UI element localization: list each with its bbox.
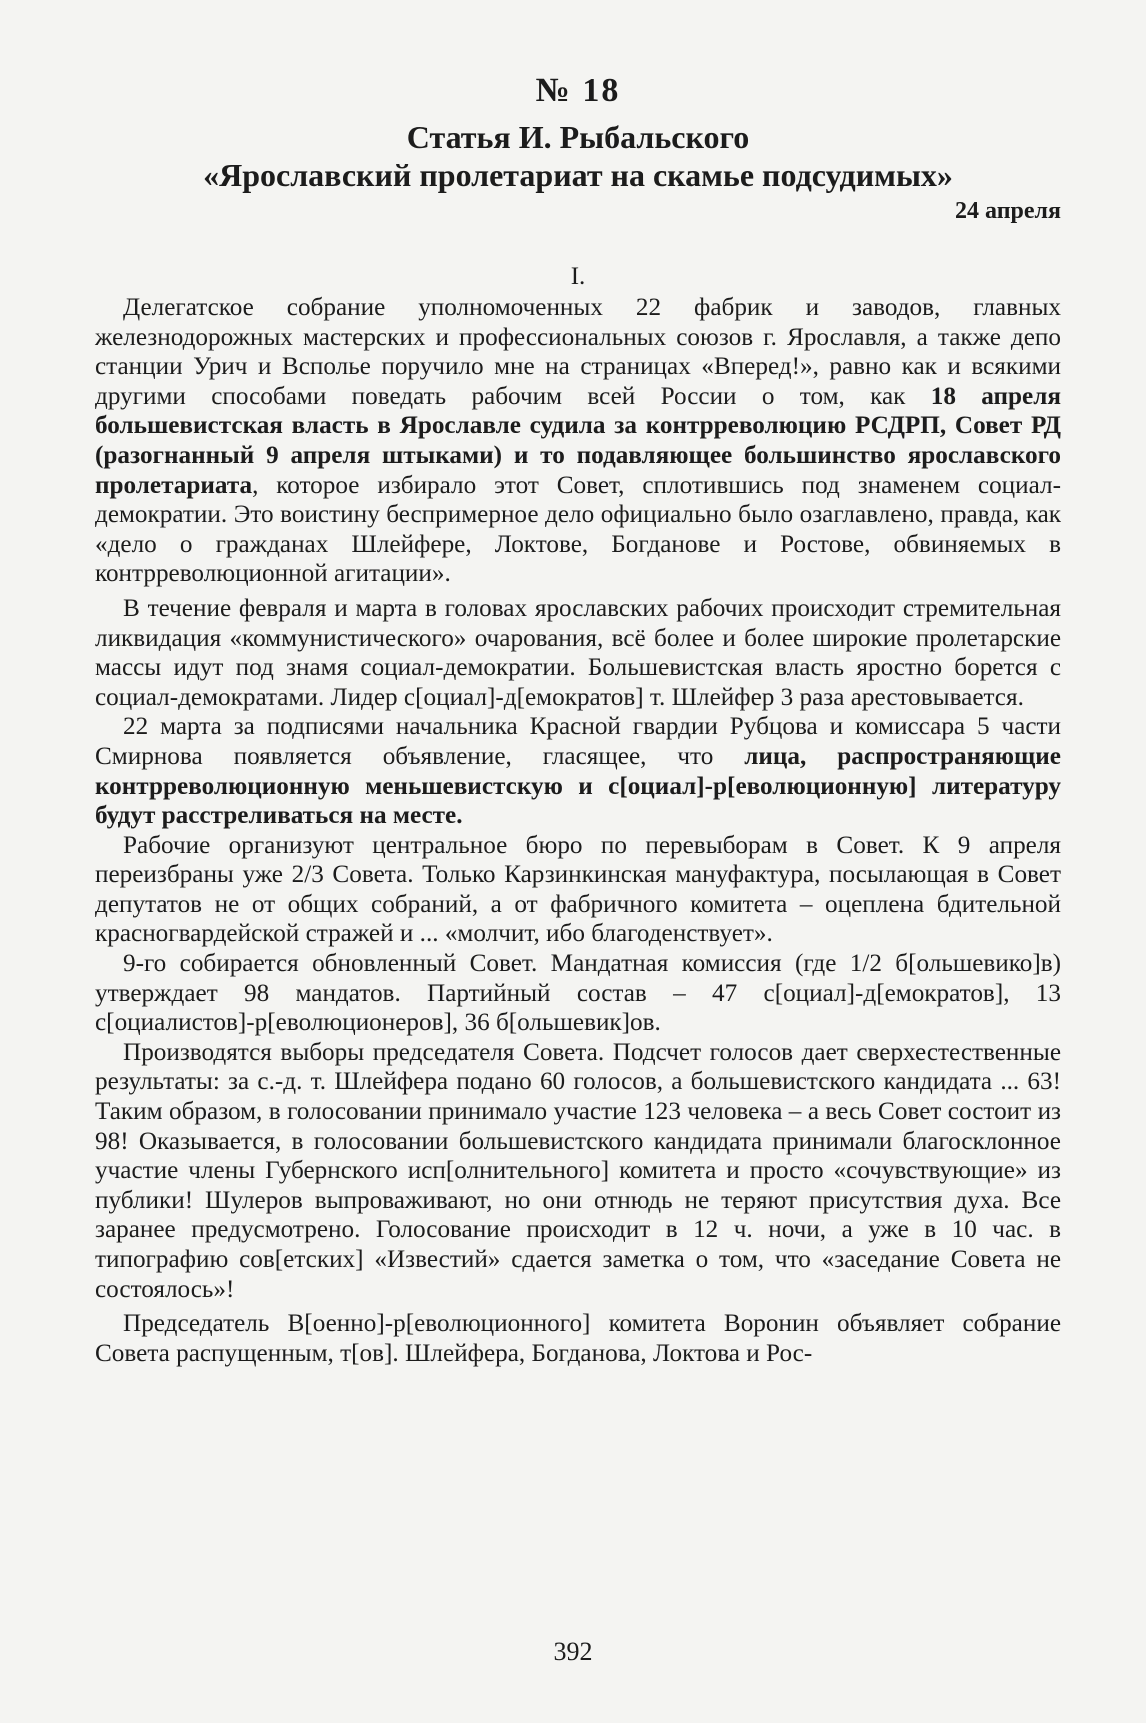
paragraph-2: В течение февраля и марта в головах ярославских рабочих происходит стремительная ликвидация «коммунистического» очарования, всё более и более широкие пролетарские массы идут под знамя социал-демократии. Большевистская власть яростно борется с социал-демократами. Лидер с[оциал]-д[емократов] т. Шлейфер 3 раза арестовывается. (95, 594, 1061, 711)
paragraph-4: Рабочие организуют центральное бюро по перевыборам в Совет. К 9 апреля переизбраны уже 2/3 Совета. Только Карзинкинская мануфактура, посылающая в Совет депутатов не от общих собраний, а от фабричного комитета – оцеплена бдительной красногвардейской стражей и ... «молчит, ибо благоденствует». (95, 831, 1061, 948)
document-number: № 18 (535, 72, 621, 109)
document-title-line1: Статья И. Рыбальского (406, 119, 750, 155)
paragraph-1 (95, 293, 1061, 589)
paragraph-7: Председатель В[оенно]-р[еволюционного] комитета Воронин объявляет собрание Совета распущенным, т[ов]. Шлейфера, Богданова, Локтова и Рос- (95, 1310, 1061, 1367)
paragraph-3-bold: лица, распространяющие контрреволюционную меньшевистскую и с[оциал]-р[еволюционную] литературу будут расстреливаться на месте. (95, 742, 1061, 830)
paragraph-3 (95, 712, 1061, 830)
paragraph-6: Производятся выборы председателя Совета. Подсчет голосов дает сверхестественные результаты: за с.-д. т. Шлейфера подано 60 голосов, а большевистского кандидата ... 63! Таким образом, в голосовании принимало участие 123 человека – а весь Совет состоит из 98! Оказывается, в голосовании большевистского кандидата принимали благосклонное участие члены Губернского исп[олнительного] комитета и просто «сочувствующие» из публики! Шулеров выпроваживают, но они отнюдь не теряют присутствия духа. Все заранее предусмотрено. Голосование происходит в 12 ч. ночи, а уже в 10 час. в типографию сов[етских] «Известий» сдается заметка о том, что «заседание Совета не состоялось»! (95, 1038, 1061, 1303)
paragraph-3-text-a: 22 марта за подписями начальника Красной гвардии Рубцова и комиссара 5 части Смирнова появляется объявление, гласящее, что (95, 713, 1061, 770)
article-body (95, 293, 1061, 1368)
document-title-line2: «Ярославский пролетариат на скамье подсудимых» (203, 157, 953, 193)
paragraph-1-text-a: Делегатское собрание уполномоченных 22 фабрик и заводов, главных железнодорожных мастерских и профессиональных союзов г. Ярославля, а также депо станции Урич и Всполье поручило мне на страницах «Вперед!», равно как и всякими другими способами поведать рабочим всей России о том, как (95, 294, 1061, 410)
paragraph-5: 9-го собирается обновленный Совет. Мандатная комиссия (где 1/2 б[ольшевико]в) утверждает 98 мандатов. Партийный состав – 47 с[оциал]-д[емократов], 13 с[оциалистов]-р[еволюционеров], 36 б[ольшевик]ов. (95, 950, 1061, 1037)
paragraph-1-text-c: , которое избирало этот Совет, сплотившись под знаменем социал-демократии. Это воистину беспримерное дело официально было озаглавлено, правда, как «дело о гражданах Шлейфере, Локтове, Богданове и Ростове, обвиняемых в контрреволюционной агитации». (95, 471, 1061, 588)
section-number: I. (570, 263, 586, 290)
page-number: 392 (553, 1637, 593, 1666)
document-date: 24 апреля (955, 198, 1061, 224)
paragraph-1-bold: 18 апреля большевистская власть в Ярославле судила за контрреволюцию РСДРП, Совет РД (разогнанный 9 апреля штыками) и то подавляющее большинство ярославского пролетариата (95, 382, 1061, 499)
